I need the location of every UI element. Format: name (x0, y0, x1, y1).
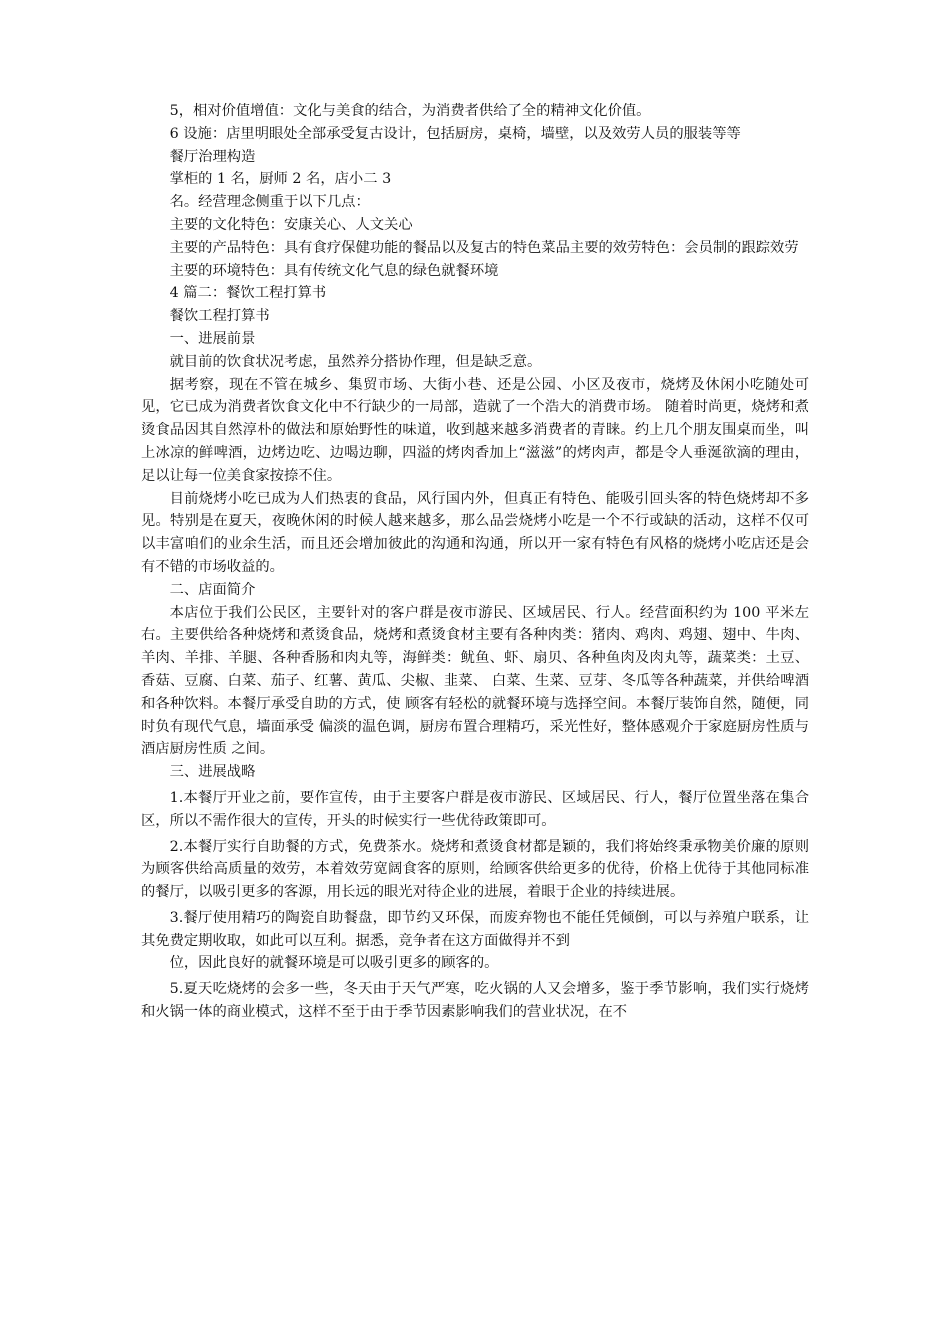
paragraph-bbq-popularity: 目前烧烤小吃已成为人们热衷的食品，风行国内外，但真正有特色、能吸引回头客的特色烧烤却不多见。特别是在夏天，夜晚休闲的时候人越来越多，那么品尝烧烤小吃是一个不行或缺的活动，这样不仅可以丰富咱们的业余生活，而且还会增加彼此的沟通和沟通，所以开一家有特色有风格的烧烤小吃店还是会有不错的市场收益的。 (141, 490, 809, 575)
heading-plan-title: 餐饮工程打算书 (169, 308, 270, 325)
paragraph-strategy-5: 5.夏天吃烧烤的会多一些，冬天由于天气严寒，吃火锅的人又会增多，鉴于季节影响，我们实行烧烤和火锅一体的商业模式，这样不至于由于季节因素影响我们的营业状况，在不 (141, 981, 809, 1021)
paragraph-culture-feature: 主要的文化特色：安康关心、人文关心 (169, 216, 413, 233)
paragraph-strategy-2: 2.本餐厅实行自助餐的方式，免费茶水。烧烤和煮烫食材都是颖的，我们将始终秉承物美价廉的原则为顾客供给高质量的效劳，本着效劳宽阔食客的原则，给顾客供给更多的优待，价格上优待于其他同标准的餐厅，以吸引更多的客源，用长远的眼光对待企业的进展，着眼于企业的持续进展。 (141, 838, 809, 901)
heading-restaurant-structure: 餐厅治理构造 (169, 148, 256, 165)
paragraph-diet-status: 就目前的饮食状况考虑，虽然养分搭协作理，但是缺乏意。 (169, 353, 542, 370)
heading-strategy: 三、进展战略 (169, 764, 256, 781)
paragraph-store-details: 本店位于我们公民区，主要针对的客户群是夜市游民、区域居民、行人。经营面积约为 100 平米左右。主要供给各种烧烤和煮烫食品，烧烤和煮烫食材主要有各种肉类：猪肉、鸡肉、鸡翅、翅中、牛肉、羊肉、羊排、羊腿、各种香肠和肉丸等，海鲜类：鱿鱼、虾、扇贝、各种鱼肉及肉丸等，蔬菜类：土豆、香菇、豆腐、白菜、茄子、红薯、黄瓜、尖椒、韭菜、 白菜、生菜、豆芽、冬瓜等各种蔬菜，并供给啤酒和各种饮料。本餐厅承受自助的方式，使 顾客有轻松的就餐环境与选择空间。本餐厅装饰自然，随便，同时负有现代气息，墙面承受 偏淡的温色调，厨房布置合理精巧，采光性好，整体感观介于家庭厨房性质与酒店厨房性质 之间。 (141, 604, 809, 758)
document-page (141, 100, 809, 1024)
paragraph-business-philosophy: 名。经营理念侧重于以下几点： (169, 194, 370, 211)
paragraph-strategy-3-cont: 位，因此良好的就餐环境是可以吸引更多的顾客的。 (169, 955, 499, 972)
heading-store-intro: 二、店面简介 (169, 581, 256, 598)
paragraph-product-feature: 主要的产品特色：具有食疗保健功能的餐品以及复古的特色菜品主要的效劳特色：会员制的跟踪效劳 (169, 239, 799, 256)
heading-prospects: 一、进展前景 (169, 330, 256, 347)
paragraph-value-addition: 5，相对价值增值：文化与美食的结合，为消费者供给了全的精神文化价值。 (169, 103, 651, 119)
heading-chapter-two: 4 篇二：餐饮工程打算书 (169, 285, 327, 302)
paragraph-strategy-3: 3.餐厅使用精巧的陶瓷自助餐盘，即节约又环保，而废弃物也不能任凭倾倒，可以与养殖户联系，让其免费定期收取，如此可以互利。据悉，竞争者在这方面做得并不到 (141, 909, 809, 949)
paragraph-environment-feature: 主要的环境特色：具有传统文化气息的绿色就餐环境 (169, 262, 499, 279)
paragraph-market-survey: 据考察，现在不管在城乡、集贸市场、大街小巷、还是公园、小区及夜市，烧烤及休闲小吃随处可见，它已成为消费者饮食文化中不行缺少的一局部，造就了一个浩大的消费市场。 随着时尚更，烧烤和煮烫食品因其自然淳朴的做法和原始野性的味道，收到越来越多消费者的青睐。约上几个朋友围桌而坐，叫上冰凉的鲜啤酒，边烤边吃、边喝边聊，四溢的烤肉香加上“滋滋”的烤肉声，都是令人垂涎欲滴的理由，足以让每一位美食家按捺不住。 (141, 376, 809, 484)
paragraph-strategy-1: 1.本餐厅开业之前，要作宣传，由于主要客户群是夜市游民、区域居民、行人，餐厅位置坐落在集合区，所以不需作很大的宣传，开头的时候实行一些优待政策即可。 (141, 789, 809, 829)
paragraph-facilities: 6 设施：店里明眼处全部承受复古设计，包括厨房，桌椅，墙壁，以及效劳人员的服装等等 (169, 125, 741, 142)
paragraph-staff: 掌柜的 1 名，厨师 2 名，店小二 3 (169, 171, 392, 188)
